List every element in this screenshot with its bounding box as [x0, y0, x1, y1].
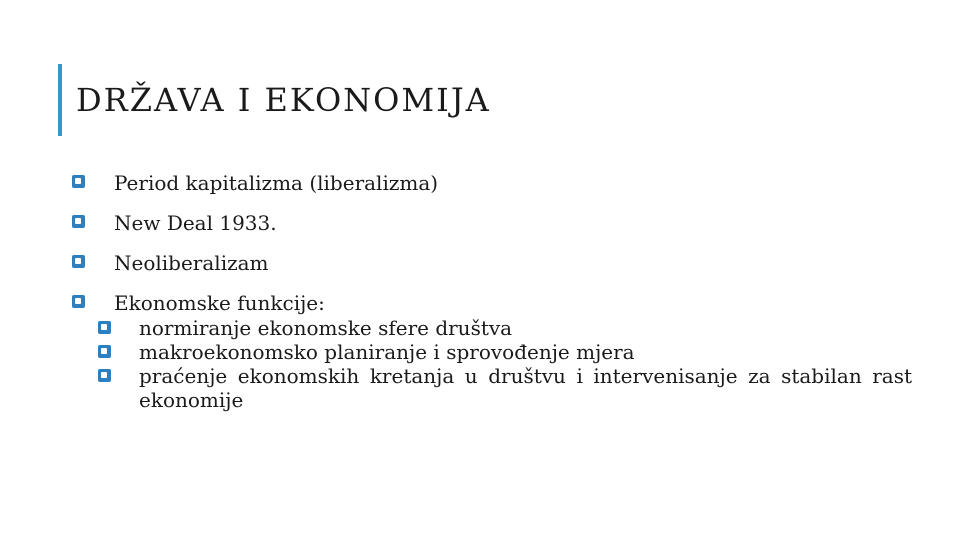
- checkbox-square-icon: [72, 295, 85, 308]
- checkbox-square-icon: [72, 255, 85, 268]
- list-item: [72, 290, 912, 412]
- list-item-text: Period kapitalizma (liberalizma): [114, 171, 439, 195]
- list-item-text: Neoliberalizam: [114, 251, 269, 275]
- checkbox-square-icon: [98, 321, 111, 334]
- checkbox-square-icon: [98, 369, 111, 382]
- list-item-text: New Deal 1933.: [114, 211, 277, 235]
- sub-list: [114, 316, 912, 412]
- list-item: [72, 170, 912, 196]
- checkbox-square-icon: [98, 345, 111, 358]
- list-item: [72, 250, 912, 276]
- slide-title: DRŽAVA I EKONOMIJA: [76, 81, 491, 119]
- sub-list-item-text: makroekonomsko planiranje i sprovođenje mjera: [139, 340, 635, 364]
- checkbox-square-icon: [72, 215, 85, 228]
- sub-list-item: [98, 316, 912, 340]
- checkbox-square-icon: [72, 175, 85, 188]
- sub-list-item-text: normiranje ekonomske sfere društva: [139, 316, 513, 340]
- bullet-list: [72, 170, 912, 412]
- title-accent-bar: [58, 64, 62, 136]
- sub-list-item: [98, 340, 912, 364]
- list-item-text: Ekonomske funkcije:: [114, 291, 325, 315]
- sub-list-item: [98, 364, 912, 412]
- list-item: [72, 210, 912, 236]
- sub-list-item-text: praćenje ekonomskih kretanja u društvu i intervenisanje za stabilan rast ekonomije: [139, 364, 912, 412]
